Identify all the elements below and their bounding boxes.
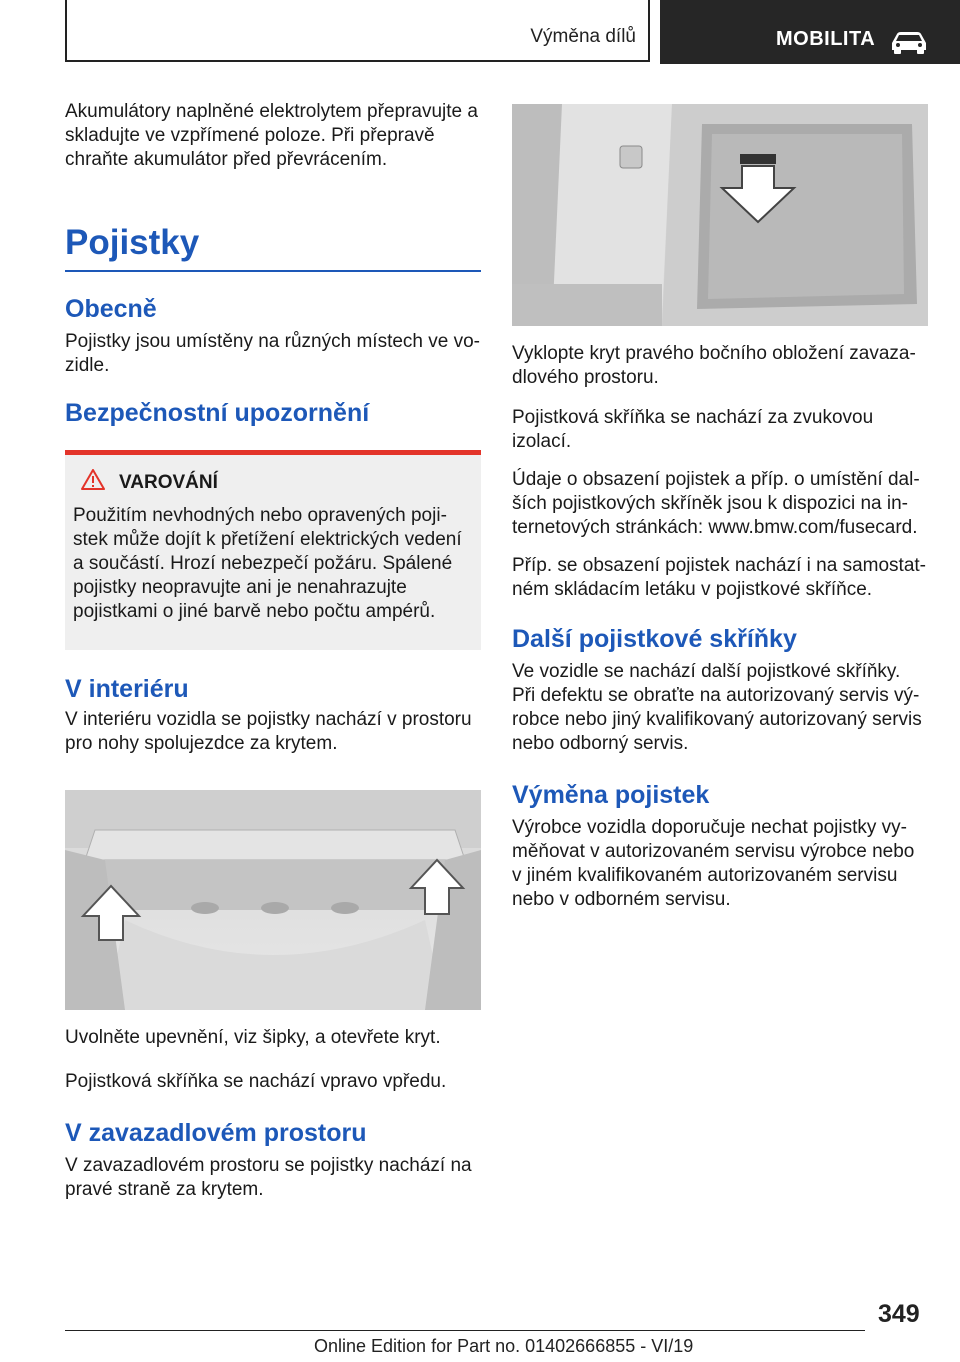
heading-trunk: V zavazadlovém prostoru [65, 1119, 367, 1147]
warning-text: Použitím nevhodných nebo opravených pojistek může dojít k přetížení elektrických vedení a součástí. Hrozí nebezpečí požáru. Spálené pojistky neopravujte ani je nenahrazujte pojistkami o jiné barvě nebo počtu ampérů. [73, 505, 462, 622]
battery-transport-text: Akumulátory naplněné elektrolytem přepravujte a skladujte ve vzpřímené poloze. Při přepravě chraňte akumulátor před převrácením. [65, 101, 478, 170]
right-column [512, 104, 928, 912]
trunk-fuse-cover-photo [512, 104, 928, 326]
general-text: Pojistky jsou umístěny na různých místech ve vozidle. [65, 331, 480, 376]
interior-text: V interiéru vozidla se pojistky nachází v prostoru pro nohy spolujezdce za krytem. [65, 709, 472, 754]
header-section-box [65, 0, 650, 62]
replace-fuses-text: Výrobce vozidla doporučuje nechat pojistky vyměňovat v autorizovaném servisu výrobce nebo v jiném kvalifikovaném autorizovaném servisu nebo v odborném servisu. [512, 817, 915, 910]
heading-other-fuse-boxes: Další pojistkové skříňky [512, 625, 797, 653]
chapter-tab [660, 0, 960, 64]
car-icon [888, 29, 930, 60]
trunk-step-1: Vyklopte kryt pravého bočního obložení zavazadlového prostoru. [512, 343, 916, 388]
trunk-text: V zavazadlovém prostoru se pojistky nachází na pravé straně za krytem. [65, 1155, 472, 1200]
warning-title: VAROVÁNÍ [119, 471, 218, 493]
heading-fuses: Pojistky [65, 222, 481, 272]
chapter-title: MOBILITA [776, 28, 876, 50]
warning-triangle-icon [81, 469, 119, 496]
interior-step-2: Pojistková skříňka se nachází vpravo vpředu. [65, 1071, 447, 1092]
heading-safety: Bezpečnostní upozornění [65, 399, 370, 427]
edition-note: Online Edition for Part no. 01402666855 - VI/19 [314, 1336, 694, 1356]
trunk-step-4: Příp. se obsazení pojistek nachází i na samostatném skládacím letáku v pojistkové skříňce. [512, 555, 926, 600]
left-column [65, 100, 481, 1202]
other-fuse-boxes-text: Ve vozidle se nachází další pojistkové skříňky. Při defektu se obraťte na autorizovaný servis výrobce nebo jiný kvalifikovaný autorizovaný servis nebo odborný servis. [512, 661, 922, 754]
section-title: Výměna dílů [530, 26, 636, 47]
trunk-step-3: Údaje o obsazení pojistek a příp. o umístění dalších pojistkových skříněk jsou k dispozici na internetových stránkách: www.bmw.com/fusecard. [512, 469, 920, 538]
interior-fuse-cover-photo [65, 790, 481, 1010]
warning-box [65, 450, 481, 650]
footer-divider [65, 1330, 865, 1331]
page-number: 349 [878, 1300, 920, 1328]
heading-general: Obecně [65, 295, 157, 323]
heading-replace-fuses: Výměna pojistek [512, 781, 710, 809]
warning-header [73, 469, 473, 496]
interior-step-1: Uvolněte upevnění, viz šipky, a otevřete kryt. [65, 1027, 441, 1048]
trunk-step-2: Pojistková skříňka se nachází za zvukovou izolací. [512, 407, 874, 452]
heading-interior: V interiéru [65, 675, 189, 703]
